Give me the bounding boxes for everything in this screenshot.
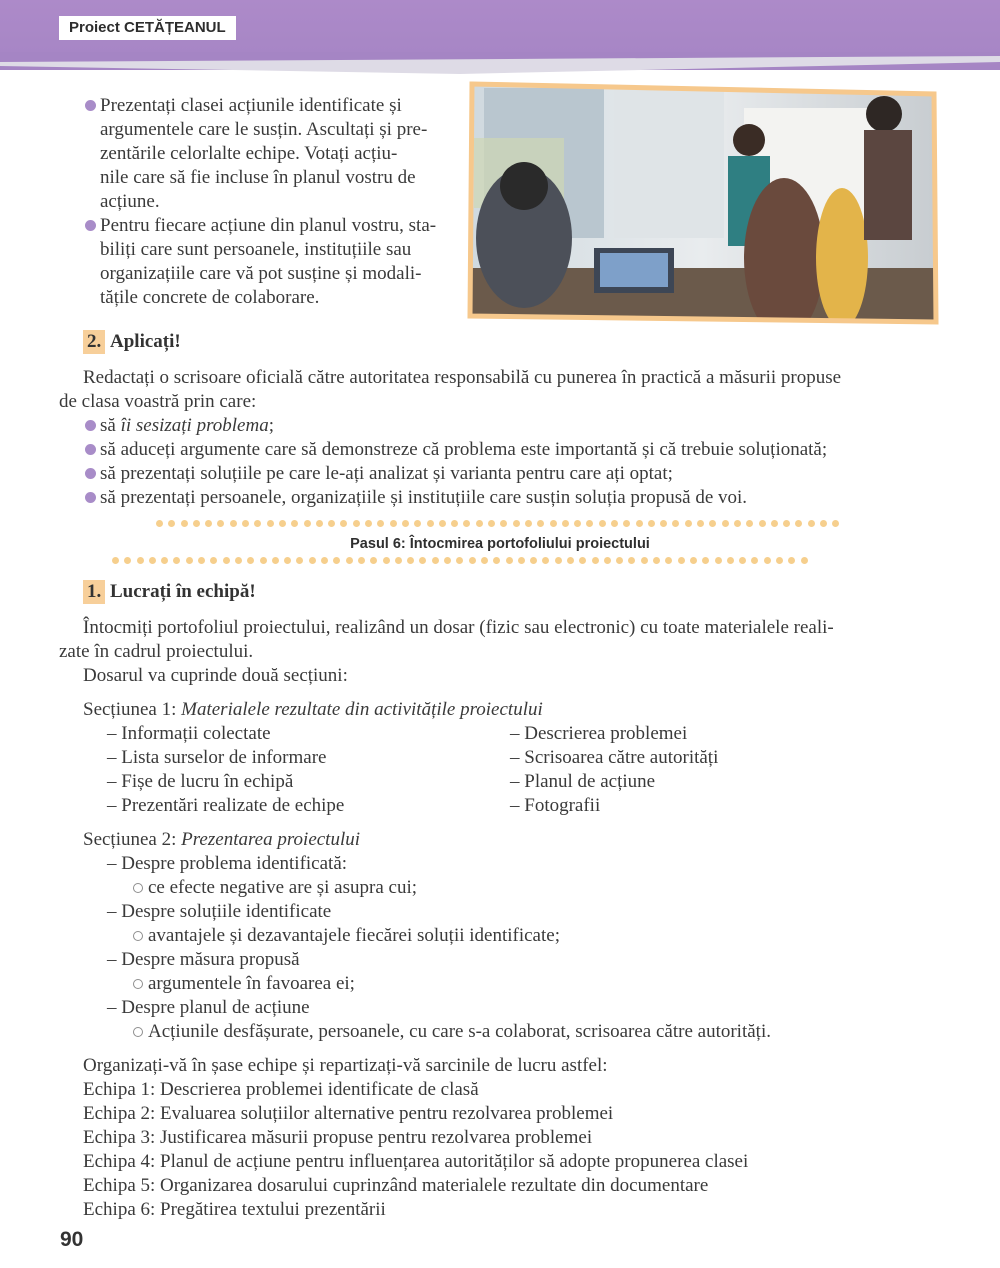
- bullet-dot: [85, 220, 96, 231]
- step-number: 1.: [83, 580, 105, 604]
- divider-dot: [481, 557, 488, 564]
- paragraph: de clasa voastră prin care:: [59, 391, 257, 412]
- divider-dot: [672, 520, 679, 527]
- divider-dot: [702, 557, 709, 564]
- bullet-dot: [85, 444, 96, 455]
- step-title: Aplicați!: [110, 331, 181, 352]
- sub-item-text: argumentele în favoarea ei;: [148, 973, 355, 994]
- bullet-text: organizațiile care vă pot susține și modali-: [100, 263, 422, 284]
- bullet-line: [100, 166, 416, 190]
- divider-dot: [451, 520, 458, 527]
- list-item: – Lista surselor de informare: [107, 747, 327, 768]
- divider-dot: [542, 557, 549, 564]
- divider-dot: [604, 557, 611, 564]
- bullet-item: să aduceți argumente care să demonstreze că problema este importantă și că trebuie soluționată;: [85, 438, 827, 462]
- divider-dot: [709, 520, 716, 527]
- divider-dot: [444, 557, 451, 564]
- list-item: – Planul de acțiune: [510, 771, 656, 792]
- step-2-heading: [83, 330, 181, 354]
- divider-dot: [346, 557, 353, 564]
- team-item: Echipa 5: Organizarea dosarului cuprinzând materialele rezultate din documentare: [83, 1175, 709, 1196]
- team-item: Echipa 1: Descrierea problemei identificate de clasă: [83, 1079, 479, 1100]
- divider-dot: [173, 557, 180, 564]
- divider-dot: [776, 557, 783, 564]
- divider-dot: [432, 557, 439, 564]
- paragraph: Redactați o scrisoare oficială către autoritatea responsabilă cu punerea în practică a măsurii propuse: [83, 367, 842, 388]
- divider-dot: [230, 520, 237, 527]
- bullet-line: [100, 118, 427, 142]
- divider-dot: [697, 520, 704, 527]
- classroom-photo: [464, 78, 940, 326]
- dotted-divider: [112, 557, 808, 565]
- divider-dot: [759, 520, 766, 527]
- divider-dot: [193, 520, 200, 527]
- paragraph: Dosarul va cuprinde două secțiuni:: [83, 665, 348, 686]
- bullet-line: [85, 214, 436, 238]
- divider-dot: [611, 520, 618, 527]
- divider-dot: [321, 557, 328, 564]
- divider-dot: [414, 520, 421, 527]
- bullet-text: zentările celorlalte echipe. Votați acțiu-: [100, 143, 398, 164]
- divider-dot: [808, 520, 815, 527]
- bullet-text: argumentele care le susțin. Ascultați și pre-: [100, 119, 428, 140]
- divider-dot: [586, 520, 593, 527]
- page-number: 90: [60, 1228, 84, 1251]
- divider-dot: [550, 520, 557, 527]
- divider-dot: [788, 557, 795, 564]
- divider-dot: [513, 520, 520, 527]
- divider-dot: [390, 520, 397, 527]
- divider-dot: [419, 557, 426, 564]
- bullet-text: nile care să fie incluse în planul vostru de: [100, 167, 416, 188]
- divider-dot: [291, 520, 298, 527]
- team-item: Echipa 6: Pregătirea textului prezentării: [83, 1199, 386, 1220]
- bullet-text: Prezentați clasei acțiunile identificate și: [100, 95, 402, 116]
- divider-dot: [500, 520, 507, 527]
- divider-dot: [751, 557, 758, 564]
- divider-dot: [370, 557, 377, 564]
- divider-dot: [439, 520, 446, 527]
- list-item: – Scrisoarea către autorități: [510, 747, 719, 768]
- divider-dot: [660, 520, 667, 527]
- bullet-dot: [85, 420, 96, 431]
- divider-dot: [137, 557, 144, 564]
- divider-dot: [198, 557, 205, 564]
- divider-dot: [254, 520, 261, 527]
- list-item: – Prezentări realizate de echipe: [107, 795, 345, 816]
- bullet-text: biliți care sunt persoanele, instituțiile sau: [100, 239, 412, 260]
- divider-dot: [616, 557, 623, 564]
- bullet-line: [100, 286, 319, 310]
- divider-dot: [820, 520, 827, 527]
- circle-bullet-icon: [133, 883, 143, 893]
- circle-bullet-icon: [133, 979, 143, 989]
- bullet-dot: [85, 492, 96, 503]
- divider-dot: [407, 557, 414, 564]
- list-item: – Fotografii: [510, 795, 601, 816]
- divider-dot: [476, 520, 483, 527]
- divider-dot: [181, 520, 188, 527]
- divider-dot: [690, 557, 697, 564]
- divider-dot: [623, 520, 630, 527]
- divider-dot: [402, 520, 409, 527]
- project-tag: Proiect CETĂȚEANUL: [59, 16, 236, 40]
- list-item: – Despre soluțiile identificate: [107, 901, 332, 922]
- bullet-text: tățile concrete de colaborare.: [100, 287, 320, 308]
- step-number: 2.: [83, 330, 105, 354]
- divider-dot: [525, 520, 532, 527]
- divider-dot: [574, 520, 581, 527]
- divider-dot: [353, 520, 360, 527]
- divider-dot: [567, 557, 574, 564]
- divider-dot: [463, 520, 470, 527]
- section-2-title: Secțiunea 2: Prezentarea proiectului: [83, 829, 361, 850]
- divider-dot: [771, 520, 778, 527]
- divider-dot: [395, 557, 402, 564]
- sub-item-text: avantajele și dezavantajele fiecărei soluții identificate;: [148, 925, 560, 946]
- list-item: – Informații colectate: [107, 723, 271, 744]
- sub-list-item: [133, 876, 417, 900]
- divider-dot: [641, 557, 648, 564]
- paragraph: Întocmiți portofoliul proiectului, realizând un dosar (fizic sau electronic) cu toate materialele reali-: [83, 617, 834, 638]
- divider-dot: [506, 557, 513, 564]
- divider-dot: [235, 557, 242, 564]
- divider-dot: [242, 520, 249, 527]
- divider-dot: [832, 520, 839, 527]
- divider-dot: [636, 520, 643, 527]
- divider-dot: [555, 557, 562, 564]
- divider-dot: [488, 520, 495, 527]
- divider-dot: [648, 520, 655, 527]
- divider-dot: [628, 557, 635, 564]
- divider-dot: [272, 557, 279, 564]
- sub-list-item: [133, 972, 355, 996]
- divider-dot: [727, 557, 734, 564]
- divider-dot: [377, 520, 384, 527]
- divider-dot: [279, 520, 286, 527]
- divider-dot: [764, 557, 771, 564]
- divider-dot: [715, 557, 722, 564]
- divider-dot: [316, 520, 323, 527]
- team-item: Echipa 3: Justificarea măsurii propuse pentru rezolvarea problemei: [83, 1127, 593, 1148]
- list-item: – Fișe de lucru în echipă: [107, 771, 294, 792]
- paragraph: zate în cadrul proiectului.: [59, 641, 254, 662]
- divider-dot: [156, 520, 163, 527]
- divider-dot: [734, 520, 741, 527]
- divider-dot: [456, 557, 463, 564]
- divider-dot: [149, 557, 156, 564]
- bullet-item: să prezentați persoanele, organizațiile și instituțiile care susțin soluția propusă de voi.: [85, 486, 747, 510]
- divider-dot: [427, 520, 434, 527]
- bullet-line: [85, 94, 402, 118]
- sub-item-text: Acțiunile desfășurate, persoanele, cu care s-a colaborat, scrisoarea către autorități.: [148, 1021, 771, 1042]
- divider-dot: [205, 520, 212, 527]
- divider-dot: [358, 557, 365, 564]
- section-1-title: Secțiunea 1: Materialele rezultate din activitățile proiectului: [83, 699, 543, 720]
- step-title: Lucrați în echipă!: [110, 581, 256, 602]
- divider-dot: [365, 520, 372, 527]
- divider-dot: [112, 557, 119, 564]
- divider-dot: [469, 557, 476, 564]
- bullet-item: să prezentați soluțiile pe care le-ați analizat și varianta pentru care ați optat;: [85, 462, 673, 486]
- divider-dot: [267, 520, 274, 527]
- bullet-line: [100, 262, 422, 286]
- divider-dot: [168, 520, 175, 527]
- divider-dot: [537, 520, 544, 527]
- divider-dot: [247, 557, 254, 564]
- divider-dot: [579, 557, 586, 564]
- bullet-text: Pentru fiecare acțiune din planul vostru, sta-: [100, 215, 437, 236]
- divider-dot: [284, 557, 291, 564]
- team-item: Echipa 2: Evaluarea soluțiilor alternative pentru rezolvarea problemei: [83, 1103, 614, 1124]
- divider-dot: [333, 557, 340, 564]
- dotted-divider: [156, 520, 839, 528]
- divider-dot: [309, 557, 316, 564]
- divider-dot: [599, 520, 606, 527]
- divider-dot: [795, 520, 802, 527]
- divider-dot: [304, 520, 311, 527]
- divider-dot: [217, 520, 224, 527]
- divider-dot: [665, 557, 672, 564]
- divider-dot: [592, 557, 599, 564]
- divider-dot: [260, 557, 267, 564]
- circle-bullet-icon: [133, 931, 143, 941]
- bullet-line: [100, 142, 397, 166]
- section-title: Pasul 6: Întocmirea portofoliului proiectului: [350, 536, 650, 552]
- divider-dot: [493, 557, 500, 564]
- sub-item-text: ce efecte negative are și asupra cui;: [148, 877, 418, 898]
- divider-dot: [223, 557, 230, 564]
- divider-dot: [678, 557, 685, 564]
- bullet-text: acțiune.: [100, 191, 160, 212]
- bullet-dot: [85, 468, 96, 479]
- paragraph: Organizați-vă în șase echipe și repartizați-vă sarcinile de lucru astfel:: [83, 1055, 608, 1076]
- divider-dot: [328, 520, 335, 527]
- list-item: – Descrierea problemei: [510, 723, 688, 744]
- divider-dot: [124, 557, 131, 564]
- bullet-item: să îi sesizați problema;: [85, 414, 274, 438]
- divider-dot: [161, 557, 168, 564]
- divider-dot: [685, 520, 692, 527]
- divider-dot: [530, 557, 537, 564]
- divider-dot: [296, 557, 303, 564]
- divider-dot: [340, 520, 347, 527]
- divider-dot: [739, 557, 746, 564]
- list-item: – Despre planul de acțiune: [107, 997, 310, 1018]
- bullet-line: [100, 190, 160, 214]
- divider-dot: [518, 557, 525, 564]
- divider-dot: [746, 520, 753, 527]
- divider-dot: [783, 520, 790, 527]
- divider-dot: [722, 520, 729, 527]
- step-1-heading: [83, 580, 256, 604]
- bullet-dot: [85, 100, 96, 111]
- bullet-line: [100, 238, 411, 262]
- divider-dot: [383, 557, 390, 564]
- list-item: – Despre măsura propusă: [107, 949, 300, 970]
- sub-list-item: [133, 924, 560, 948]
- divider-dot: [653, 557, 660, 564]
- circle-bullet-icon: [133, 1027, 143, 1037]
- divider-dot: [210, 557, 217, 564]
- list-item: – Despre problema identificată:: [107, 853, 348, 874]
- divider-dot: [801, 557, 808, 564]
- divider-dot: [562, 520, 569, 527]
- team-item: Echipa 4: Planul de acțiune pentru influențarea autorităților să adopte propunerea clasei: [83, 1151, 749, 1172]
- sub-list-item: [133, 1020, 771, 1044]
- divider-dot: [186, 557, 193, 564]
